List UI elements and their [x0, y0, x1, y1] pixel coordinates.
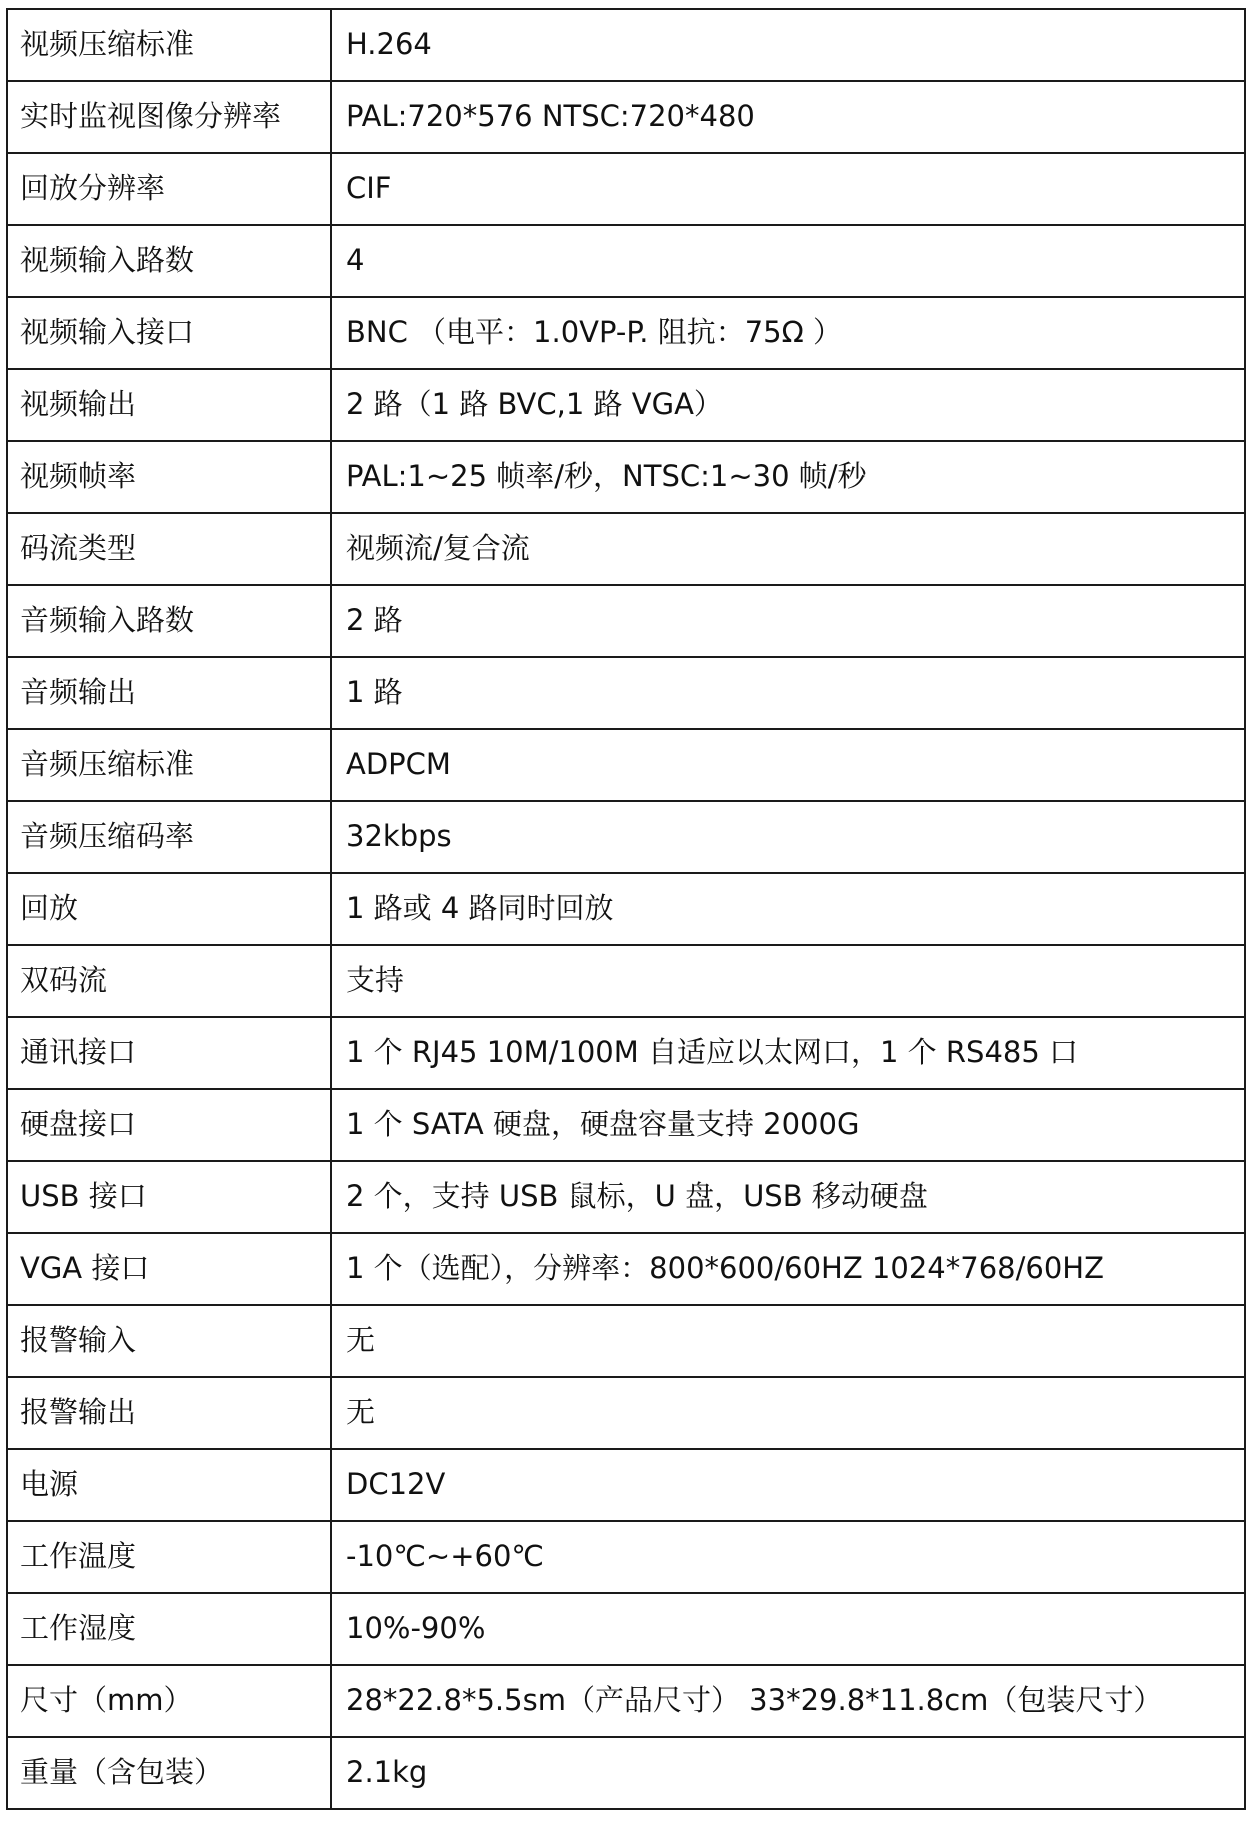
table-row	[7, 945, 1245, 1017]
spec-name: 音频压缩标准	[7, 729, 331, 801]
spec-value: 2.1kg	[331, 1737, 1245, 1809]
spec-name: 报警输入	[7, 1305, 331, 1377]
spec-table	[6, 8, 1246, 1810]
spec-name: 音频压缩码率	[7, 801, 331, 873]
spec-name: 视频输入路数	[7, 225, 331, 297]
spec-value: 无	[331, 1305, 1245, 1377]
table-row	[7, 1089, 1245, 1161]
spec-name: 视频压缩标准	[7, 9, 331, 81]
spec-name: 电源	[7, 1449, 331, 1521]
spec-name: 重量（含包装）	[7, 1737, 331, 1809]
spec-value: 32kbps	[331, 801, 1245, 873]
spec-value: 视频流/复合流	[331, 513, 1245, 585]
spec-name: 双码流	[7, 945, 331, 1017]
table-row	[7, 9, 1245, 81]
table-row	[7, 1665, 1245, 1737]
spec-value: DC12V	[331, 1449, 1245, 1521]
spec-value: CIF	[331, 153, 1245, 225]
table-row	[7, 1449, 1245, 1521]
spec-value: 10%-90%	[331, 1593, 1245, 1665]
spec-name: 实时监视图像分辨率	[7, 81, 331, 153]
spec-value: BNC （电平：1.0VP-P. 阻抗：75Ω ）	[331, 297, 1245, 369]
table-row	[7, 225, 1245, 297]
spec-name: 硬盘接口	[7, 1089, 331, 1161]
table-row	[7, 729, 1245, 801]
spec-value: 2 个，支持 USB 鼠标，U 盘，USB 移动硬盘	[331, 1161, 1245, 1233]
table-row	[7, 1737, 1245, 1809]
spec-name: 音频输入路数	[7, 585, 331, 657]
spec-name: 码流类型	[7, 513, 331, 585]
spec-name: 工作温度	[7, 1521, 331, 1593]
spec-value: 28*22.8*5.5sm（产品尺寸） 33*29.8*11.8cm（包装尺寸）	[331, 1665, 1245, 1737]
spec-name: 音频输出	[7, 657, 331, 729]
table-row	[7, 369, 1245, 441]
spec-name: 视频输入接口	[7, 297, 331, 369]
spec-value: 1 个 SATA 硬盘，硬盘容量支持 2000G	[331, 1089, 1245, 1161]
table-row	[7, 657, 1245, 729]
spec-value: 1 个 RJ45 10M/100M 自适应以太网口，1 个 RS485 口	[331, 1017, 1245, 1089]
spec-value: 1 路	[331, 657, 1245, 729]
table-row	[7, 1593, 1245, 1665]
spec-name: 通讯接口	[7, 1017, 331, 1089]
spec-value: PAL:720*576 NTSC:720*480	[331, 81, 1245, 153]
spec-name: 工作湿度	[7, 1593, 331, 1665]
spec-name: USB 接口	[7, 1161, 331, 1233]
table-row	[7, 1233, 1245, 1305]
table-row	[7, 297, 1245, 369]
spec-value: -10℃~+60℃	[331, 1521, 1245, 1593]
table-row	[7, 81, 1245, 153]
spec-value: 1 个（选配），分辨率：800*600/60HZ 1024*768/60HZ	[331, 1233, 1245, 1305]
spec-name: 视频帧率	[7, 441, 331, 513]
table-row	[7, 513, 1245, 585]
table-row	[7, 1161, 1245, 1233]
spec-name: 回放分辨率	[7, 153, 331, 225]
spec-name: 回放	[7, 873, 331, 945]
spec-value: PAL:1~25 帧率/秒，NTSC:1~30 帧/秒	[331, 441, 1245, 513]
spec-value: 1 路或 4 路同时回放	[331, 873, 1245, 945]
spec-name: 视频输出	[7, 369, 331, 441]
spec-name: 报警输出	[7, 1377, 331, 1449]
spec-value: ADPCM	[331, 729, 1245, 801]
spec-value: 支持	[331, 945, 1245, 1017]
spec-value: H.264	[331, 9, 1245, 81]
spec-name: VGA 接口	[7, 1233, 331, 1305]
table-row	[7, 873, 1245, 945]
table-row	[7, 1017, 1245, 1089]
table-row	[7, 801, 1245, 873]
spec-value: 无	[331, 1377, 1245, 1449]
table-row	[7, 1521, 1245, 1593]
table-row	[7, 585, 1245, 657]
spec-value: 4	[331, 225, 1245, 297]
spec-value: 2 路	[331, 585, 1245, 657]
spec-value: 2 路（1 路 BVC,1 路 VGA）	[331, 369, 1245, 441]
table-row	[7, 1305, 1245, 1377]
table-row	[7, 1377, 1245, 1449]
table-row	[7, 153, 1245, 225]
table-row	[7, 441, 1245, 513]
spec-name: 尺寸（mm）	[7, 1665, 331, 1737]
spec-table-body	[7, 9, 1245, 1809]
